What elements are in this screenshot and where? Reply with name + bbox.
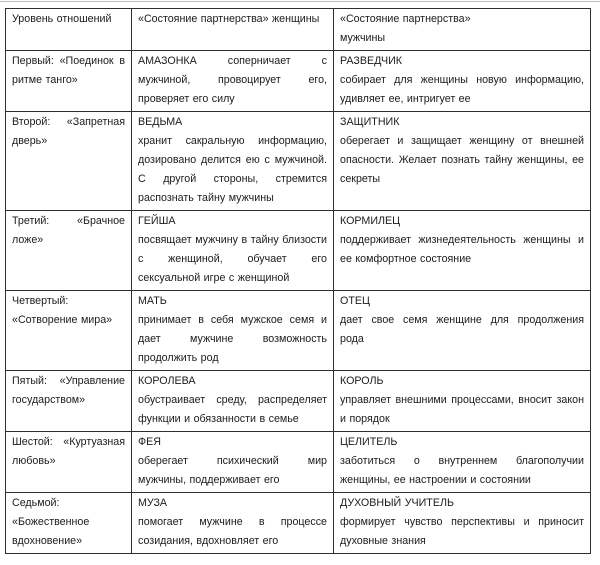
cell-man <box>334 371 591 432</box>
level-label: Третий: «Брачное ложе» <box>12 215 125 246</box>
table-row <box>6 493 591 554</box>
table-row <box>6 432 591 493</box>
man-description: дает свое семя женщине для продолжения рода <box>340 314 584 345</box>
relationship-levels-table <box>5 8 591 554</box>
woman-description: посвящает мужчину в тайну близости с женщиной, обучает его сексуальной игре с женщиной <box>138 234 327 284</box>
table-row <box>6 51 591 112</box>
man-description: формирует чувство перспективы и приносит духовные знания <box>340 516 584 547</box>
cell-woman <box>132 112 334 211</box>
woman-description: оберегает психический мир мужчины, поддерживает его <box>138 455 327 486</box>
man-description: собирает для женщины новую информацию, удивляет ее, интригует ее <box>340 74 584 105</box>
man-description: оберегает и защищает женщину от внешней опасности. Желает познать тайну женщины, ее секреты <box>340 135 584 185</box>
header-cell-level <box>6 9 132 51</box>
table-row <box>6 112 591 211</box>
man-archetype: ОТЕЦ <box>340 295 370 307</box>
cell-level <box>6 112 132 211</box>
cell-woman <box>132 51 334 112</box>
cell-level <box>6 493 132 554</box>
man-archetype: РАЗВЕДЧИК <box>340 55 403 67</box>
cell-level <box>6 371 132 432</box>
woman-description: АМАЗОНКА соперничает с мужчиной, провоцирует его, проверяет его силу <box>138 55 327 105</box>
cell-man <box>334 211 591 291</box>
level-label: Второй: «Запретная дверь» <box>12 116 125 147</box>
man-description: управляет внешними процессами, вносит закон и порядок <box>340 394 584 425</box>
cell-level <box>6 291 132 371</box>
woman-archetype: МУЗА <box>138 497 168 509</box>
woman-archetype: КОРОЛЕВА <box>138 375 196 387</box>
man-archetype: ЗАЩИТНИК <box>340 116 400 128</box>
level-label: Четвертый: «Сотворение мира» <box>12 295 113 326</box>
column-header-level: Уровень отношений <box>12 13 112 25</box>
woman-description: обустраивает среду, распределяет функции и обязанности в семье <box>138 394 327 425</box>
woman-description: помогает мужчине в процессе созидания, вдохновляет его <box>138 516 327 547</box>
cell-level <box>6 211 132 291</box>
cell-man <box>334 493 591 554</box>
cell-woman <box>132 211 334 291</box>
cell-woman <box>132 432 334 493</box>
woman-archetype: ВЕДЬМА <box>138 116 183 128</box>
man-archetype: КОРМИЛЕЦ <box>340 215 401 227</box>
cell-man <box>334 112 591 211</box>
cell-level <box>6 432 132 493</box>
header-row <box>6 9 591 51</box>
woman-archetype: ФЕЯ <box>138 436 161 448</box>
man-archetype: ЦЕЛИТЕЛЬ <box>340 436 398 448</box>
woman-archetype: МАТЬ <box>138 295 167 307</box>
table-row <box>6 211 591 291</box>
level-label: Седьмой: «Божественное вдохновение» <box>12 497 90 547</box>
cell-woman <box>132 291 334 371</box>
man-archetype: ДУХОВНЫЙ УЧИТЕЛЬ <box>340 497 454 509</box>
header-cell-man <box>334 9 591 51</box>
man-archetype: КОРОЛЬ <box>340 375 384 387</box>
cell-man <box>334 51 591 112</box>
cell-man <box>334 291 591 371</box>
table-row <box>6 371 591 432</box>
cell-level <box>6 51 132 112</box>
cell-man <box>334 432 591 493</box>
table-row <box>6 291 591 371</box>
column-header-man: «Состояние партнерства» <box>340 13 471 25</box>
header-cell-woman <box>132 9 334 51</box>
page-top-rule <box>0 1 600 2</box>
woman-description: хранит сакральную информацию, дозировано делится ею с мужчиной. С другой стороны, стремится распознать тайну мужчины <box>138 135 327 204</box>
cell-woman <box>132 493 334 554</box>
level-label: Шестой: «Куртуазная любовь» <box>12 436 125 467</box>
cell-woman <box>132 371 334 432</box>
column-header-woman: «Состояние партнерства» женщины <box>138 13 320 25</box>
level-label: Пятый: «Управление государством» <box>12 375 125 406</box>
woman-archetype: ГЕЙША <box>138 215 176 227</box>
woman-description: принимает в себя мужское семя и дает мужчине возможность продолжить род <box>138 314 327 364</box>
column-header-man-line2: мужчины <box>340 32 386 44</box>
man-description: поддерживает жизнедеятельность женщины и ее комфортное состояние <box>340 234 584 265</box>
man-description: заботиться о внутреннем благополучии женщины, ее настроении и состоянии <box>340 455 584 486</box>
level-label: Первый: «Поединок в ритме танго» <box>12 55 125 86</box>
